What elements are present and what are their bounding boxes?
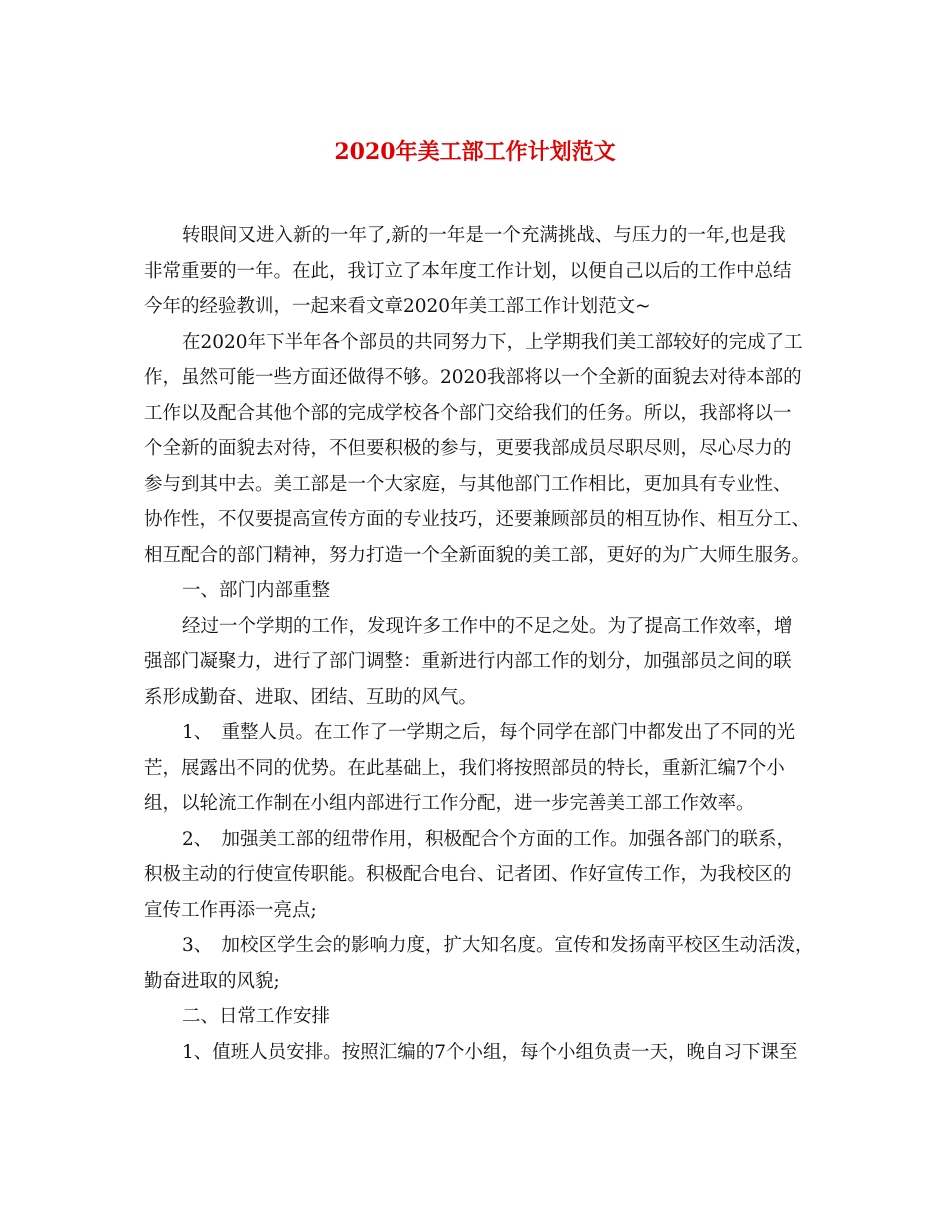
text-line: 今年的经验教训，一起来看文章2020年美工部工作计划范文~	[144, 296, 651, 317]
text-line: 个全新的面貌去对待，不但要积极的参与，更要我部成员尽职尽则，尽心尽力的	[144, 438, 792, 459]
text-line: 转眼间又进入新的一年了,新的一年是一个充满挑战、与压力的一年,也是我	[182, 225, 786, 246]
text-line: 二、日常工作安排	[182, 1006, 331, 1027]
text-line: 经过一个学期的工作，发现许多工作中的不足之处。为了提高工作效率，增	[182, 615, 793, 637]
text-line: 在2020年下半年各个部员的共同努力下，上学期我们美工部较好的完成了工	[182, 331, 803, 353]
text-line: 非常重要的一年。在此，我订立了本年度工作计划，以便自己以后的工作中总结	[144, 260, 792, 282]
text-line: 2、 加强美工部的纽带作用，积极配合个方面的工作。加强各部门的联系，	[182, 828, 796, 850]
text-line: 协作性，不仅要提高宣传方面的专业技巧，还要兼顾部员的相互协作、相互分工、	[144, 509, 811, 530]
text-line: 强部门凝聚力，进行了部门调整：重新进行内部工作的划分，加强部员之间的联	[144, 651, 792, 672]
text-line: 宣传工作再添一亮点;	[144, 899, 317, 921]
text-line: 工作以及配合其他个部的完成学校各个部门交给我们的任务。所以，我部将以一	[144, 402, 792, 424]
text-line: 作，虽然可能一些方面还做得不够。2020我部将以一个全新的面貌去对待本部的	[144, 367, 802, 388]
text-line: 1、值班人员安排。按照汇编的7个小组，每个小组负责一天，晚自习下课至	[182, 1041, 798, 1063]
text-line: 相互配合的部门精神，努力打造一个全新面貌的美工部，更好的为广大师生服务。	[144, 544, 811, 566]
text-line: 3、 加校区学生会的影响力度，扩大知名度。宣传和发扬南平校区生动活泼，	[182, 935, 814, 956]
text-line: 一、部门内部重整	[182, 580, 331, 601]
text-line: 1、 重整人员。在工作了一学期之后，每个同学在部门中都发出了不同的光	[182, 722, 796, 743]
text-line: 勤奋进取的风貌;	[144, 970, 280, 992]
text-line: 芒，展露出不同的优势。在此基础上，我们将按照部员的特长，重新汇编7个小	[144, 757, 785, 779]
text-line: 组，以轮流工作制在小组内部进行工作分配，进一步完善美工部工作效率。	[144, 793, 755, 814]
page-title: 2020年美工部工作计划范文	[334, 139, 616, 165]
text-line: 积极主动的行使宣传职能。积极配合电台、记者团、作好宣传工作，为我校区的	[144, 864, 792, 885]
document-body	[144, 218, 814, 1070]
text-line: 系形成勤奋、进取、团结、互助的风气。	[144, 686, 478, 708]
text-line: 参与到其中去。美工部是一个大家庭，与其他部门工作相比，更加具有专业性、	[144, 473, 792, 495]
